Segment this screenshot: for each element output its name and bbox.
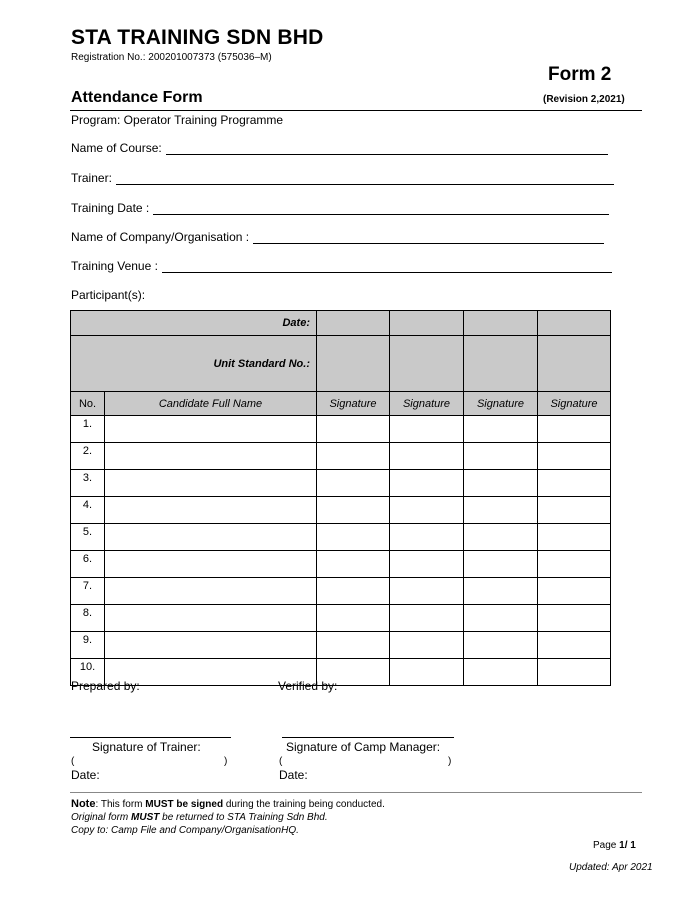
signature-cell[interactable]: [390, 416, 464, 443]
participants-label: Participant(s):: [71, 288, 146, 302]
signature-cell[interactable]: [464, 416, 538, 443]
candidate-name-cell[interactable]: [105, 524, 317, 551]
training-date-label: Training Date :: [71, 201, 150, 215]
verified-by-label: Verified by:: [278, 679, 338, 693]
signature-cell[interactable]: [317, 578, 390, 605]
row-number: 7.: [71, 578, 105, 605]
manager-name-paren-close: ): [448, 756, 452, 767]
course-name-line[interactable]: [166, 142, 608, 155]
table-row: [71, 497, 611, 524]
signature-cell[interactable]: [317, 524, 390, 551]
manager-signature-label: Signature of Camp Manager:: [286, 740, 441, 754]
signature-cell[interactable]: [390, 605, 464, 632]
note-emphasis: MUST: [131, 812, 160, 823]
row-number: 9.: [71, 632, 105, 659]
note-label: Note: [71, 798, 96, 810]
signature-cell[interactable]: [464, 578, 538, 605]
candidate-name-cell[interactable]: [105, 632, 317, 659]
signature-cell[interactable]: [538, 578, 611, 605]
unit-standard-cell[interactable]: [390, 336, 464, 392]
table-row: [71, 443, 611, 470]
date-cell[interactable]: [538, 311, 611, 336]
signature-cell[interactable]: [538, 497, 611, 524]
training-venue-field[interactable]: [71, 259, 612, 273]
signature-cell[interactable]: [317, 605, 390, 632]
row-number: 10.: [71, 659, 105, 686]
date-header-row: [71, 311, 611, 336]
row-number: 1.: [71, 416, 105, 443]
training-date-field[interactable]: [71, 201, 609, 215]
prepared-by-label: Prepared by:: [71, 679, 140, 693]
signature-cell[interactable]: [390, 659, 464, 686]
training-venue-label: Training Venue :: [71, 259, 158, 273]
signature-cell[interactable]: [464, 443, 538, 470]
date-cell[interactable]: [317, 311, 390, 336]
signature-cell[interactable]: [390, 470, 464, 497]
updated-date: Updated: Apr 2021: [569, 862, 653, 873]
note-text: Original form: [71, 812, 132, 823]
trainer-signature-label: Signature of Trainer:: [92, 740, 201, 754]
attendance-table: [70, 310, 611, 686]
row-number: 8.: [71, 605, 105, 632]
signature-cell[interactable]: [317, 470, 390, 497]
table-row: [71, 470, 611, 497]
registration-number: Registration No.: 200201007373 (575036–M): [71, 52, 272, 63]
manager-signature-line[interactable]: [282, 737, 454, 738]
signature-cell[interactable]: [317, 443, 390, 470]
unit-standard-cell[interactable]: [317, 336, 390, 392]
signature-cell[interactable]: [390, 551, 464, 578]
footer-divider: [70, 792, 642, 793]
col-signature-header: Signature: [317, 392, 390, 416]
trainer-field[interactable]: [71, 171, 614, 185]
row-number: 5.: [71, 524, 105, 551]
signature-cell[interactable]: [464, 470, 538, 497]
col-no-header: No.: [71, 392, 105, 416]
note-line-3: Copy to: Camp File and Company/OrganisationHQ.: [71, 825, 299, 836]
trainer-name-paren-close: ): [224, 756, 228, 767]
note-line-2: [71, 811, 385, 824]
signature-cell[interactable]: [390, 632, 464, 659]
signature-cell[interactable]: [317, 632, 390, 659]
company-org-line[interactable]: [253, 231, 604, 244]
signature-cell[interactable]: [538, 605, 611, 632]
signature-cell[interactable]: [464, 497, 538, 524]
unit-standard-label: Unit Standard No.:: [71, 336, 317, 392]
candidate-name-cell[interactable]: [105, 605, 317, 632]
signature-cell[interactable]: [464, 524, 538, 551]
table-row: [71, 524, 611, 551]
note-emphasis: MUST be signed: [145, 799, 224, 810]
signature-cell[interactable]: [538, 416, 611, 443]
manager-name-paren-open: (: [279, 756, 283, 767]
page-label: Page: [593, 840, 620, 851]
signature-cell[interactable]: [317, 497, 390, 524]
table-row: [71, 632, 611, 659]
unit-standard-row: [71, 336, 611, 392]
trainer-date-label: Date:: [71, 768, 100, 782]
candidate-name-cell[interactable]: [105, 497, 317, 524]
course-name-field[interactable]: [71, 141, 608, 155]
trainer-name-paren-open: (: [71, 756, 75, 767]
signature-cell[interactable]: [390, 524, 464, 551]
table-row: [71, 605, 611, 632]
program-label: Program: Operator Training Programme: [71, 113, 284, 127]
signature-cell[interactable]: [464, 605, 538, 632]
row-number: 2.: [71, 443, 105, 470]
signature-cell[interactable]: [464, 551, 538, 578]
trainer-signature-line[interactable]: [70, 737, 231, 738]
row-number: 4.: [71, 497, 105, 524]
form-revision: (Revision 2,2021): [543, 94, 625, 105]
company-org-field[interactable]: [71, 230, 604, 244]
page-value: 1/ 1: [619, 840, 636, 851]
signature-cell[interactable]: [538, 470, 611, 497]
signature-cell[interactable]: [317, 416, 390, 443]
note-text: : This form: [95, 799, 146, 810]
candidate-name-cell[interactable]: [105, 551, 317, 578]
date-cell[interactable]: [464, 311, 538, 336]
col-signature-header: Signature: [538, 392, 611, 416]
footer-note: [71, 798, 385, 837]
note-text: be returned to STA Training Sdn Bhd.: [159, 812, 328, 823]
company-org-label: Name of Company/Organisation :: [71, 230, 250, 244]
signature-cell[interactable]: [464, 659, 538, 686]
col-signature-header: Signature: [464, 392, 538, 416]
page-number: [593, 840, 636, 851]
signature-cell[interactable]: [390, 443, 464, 470]
page-title: Attendance Form: [71, 89, 203, 106]
trainer-label: Trainer:: [71, 171, 112, 185]
candidate-name-cell[interactable]: [105, 416, 317, 443]
candidate-name-cell[interactable]: [105, 443, 317, 470]
candidate-name-cell[interactable]: [105, 470, 317, 497]
col-signature-header: Signature: [390, 392, 464, 416]
column-header-row: [71, 392, 611, 416]
unit-standard-cell[interactable]: [538, 336, 611, 392]
signature-cell[interactable]: [538, 443, 611, 470]
manager-date-label: Date:: [279, 768, 308, 782]
signature-cell[interactable]: [317, 551, 390, 578]
col-name-header: Candidate Full Name: [105, 392, 317, 416]
table-row: [71, 551, 611, 578]
signature-cell[interactable]: [538, 524, 611, 551]
trainer-line[interactable]: [116, 172, 614, 185]
row-number: 3.: [71, 470, 105, 497]
signature-cell[interactable]: [538, 551, 611, 578]
company-name: STA TRAINING SDN BHD: [71, 26, 324, 49]
signature-cell[interactable]: [390, 497, 464, 524]
date-header-label: Date:: [71, 311, 317, 336]
form-number: Form 2: [548, 64, 612, 85]
training-date-line[interactable]: [153, 202, 609, 215]
candidate-name-cell[interactable]: [105, 578, 317, 605]
table-row: [71, 578, 611, 605]
training-venue-line[interactable]: [162, 260, 612, 273]
date-cell[interactable]: [390, 311, 464, 336]
header-divider: [70, 110, 642, 111]
signature-cell[interactable]: [538, 632, 611, 659]
note-line-1: [71, 798, 385, 811]
table-row: [71, 416, 611, 443]
signature-cell[interactable]: [464, 632, 538, 659]
signature-cell[interactable]: [538, 659, 611, 686]
course-name-label: Name of Course:: [71, 141, 162, 155]
unit-standard-cell[interactable]: [464, 336, 538, 392]
row-number: 6.: [71, 551, 105, 578]
table-row: [71, 659, 611, 686]
signature-cell[interactable]: [390, 578, 464, 605]
note-text: during the training being conducted.: [223, 799, 385, 810]
